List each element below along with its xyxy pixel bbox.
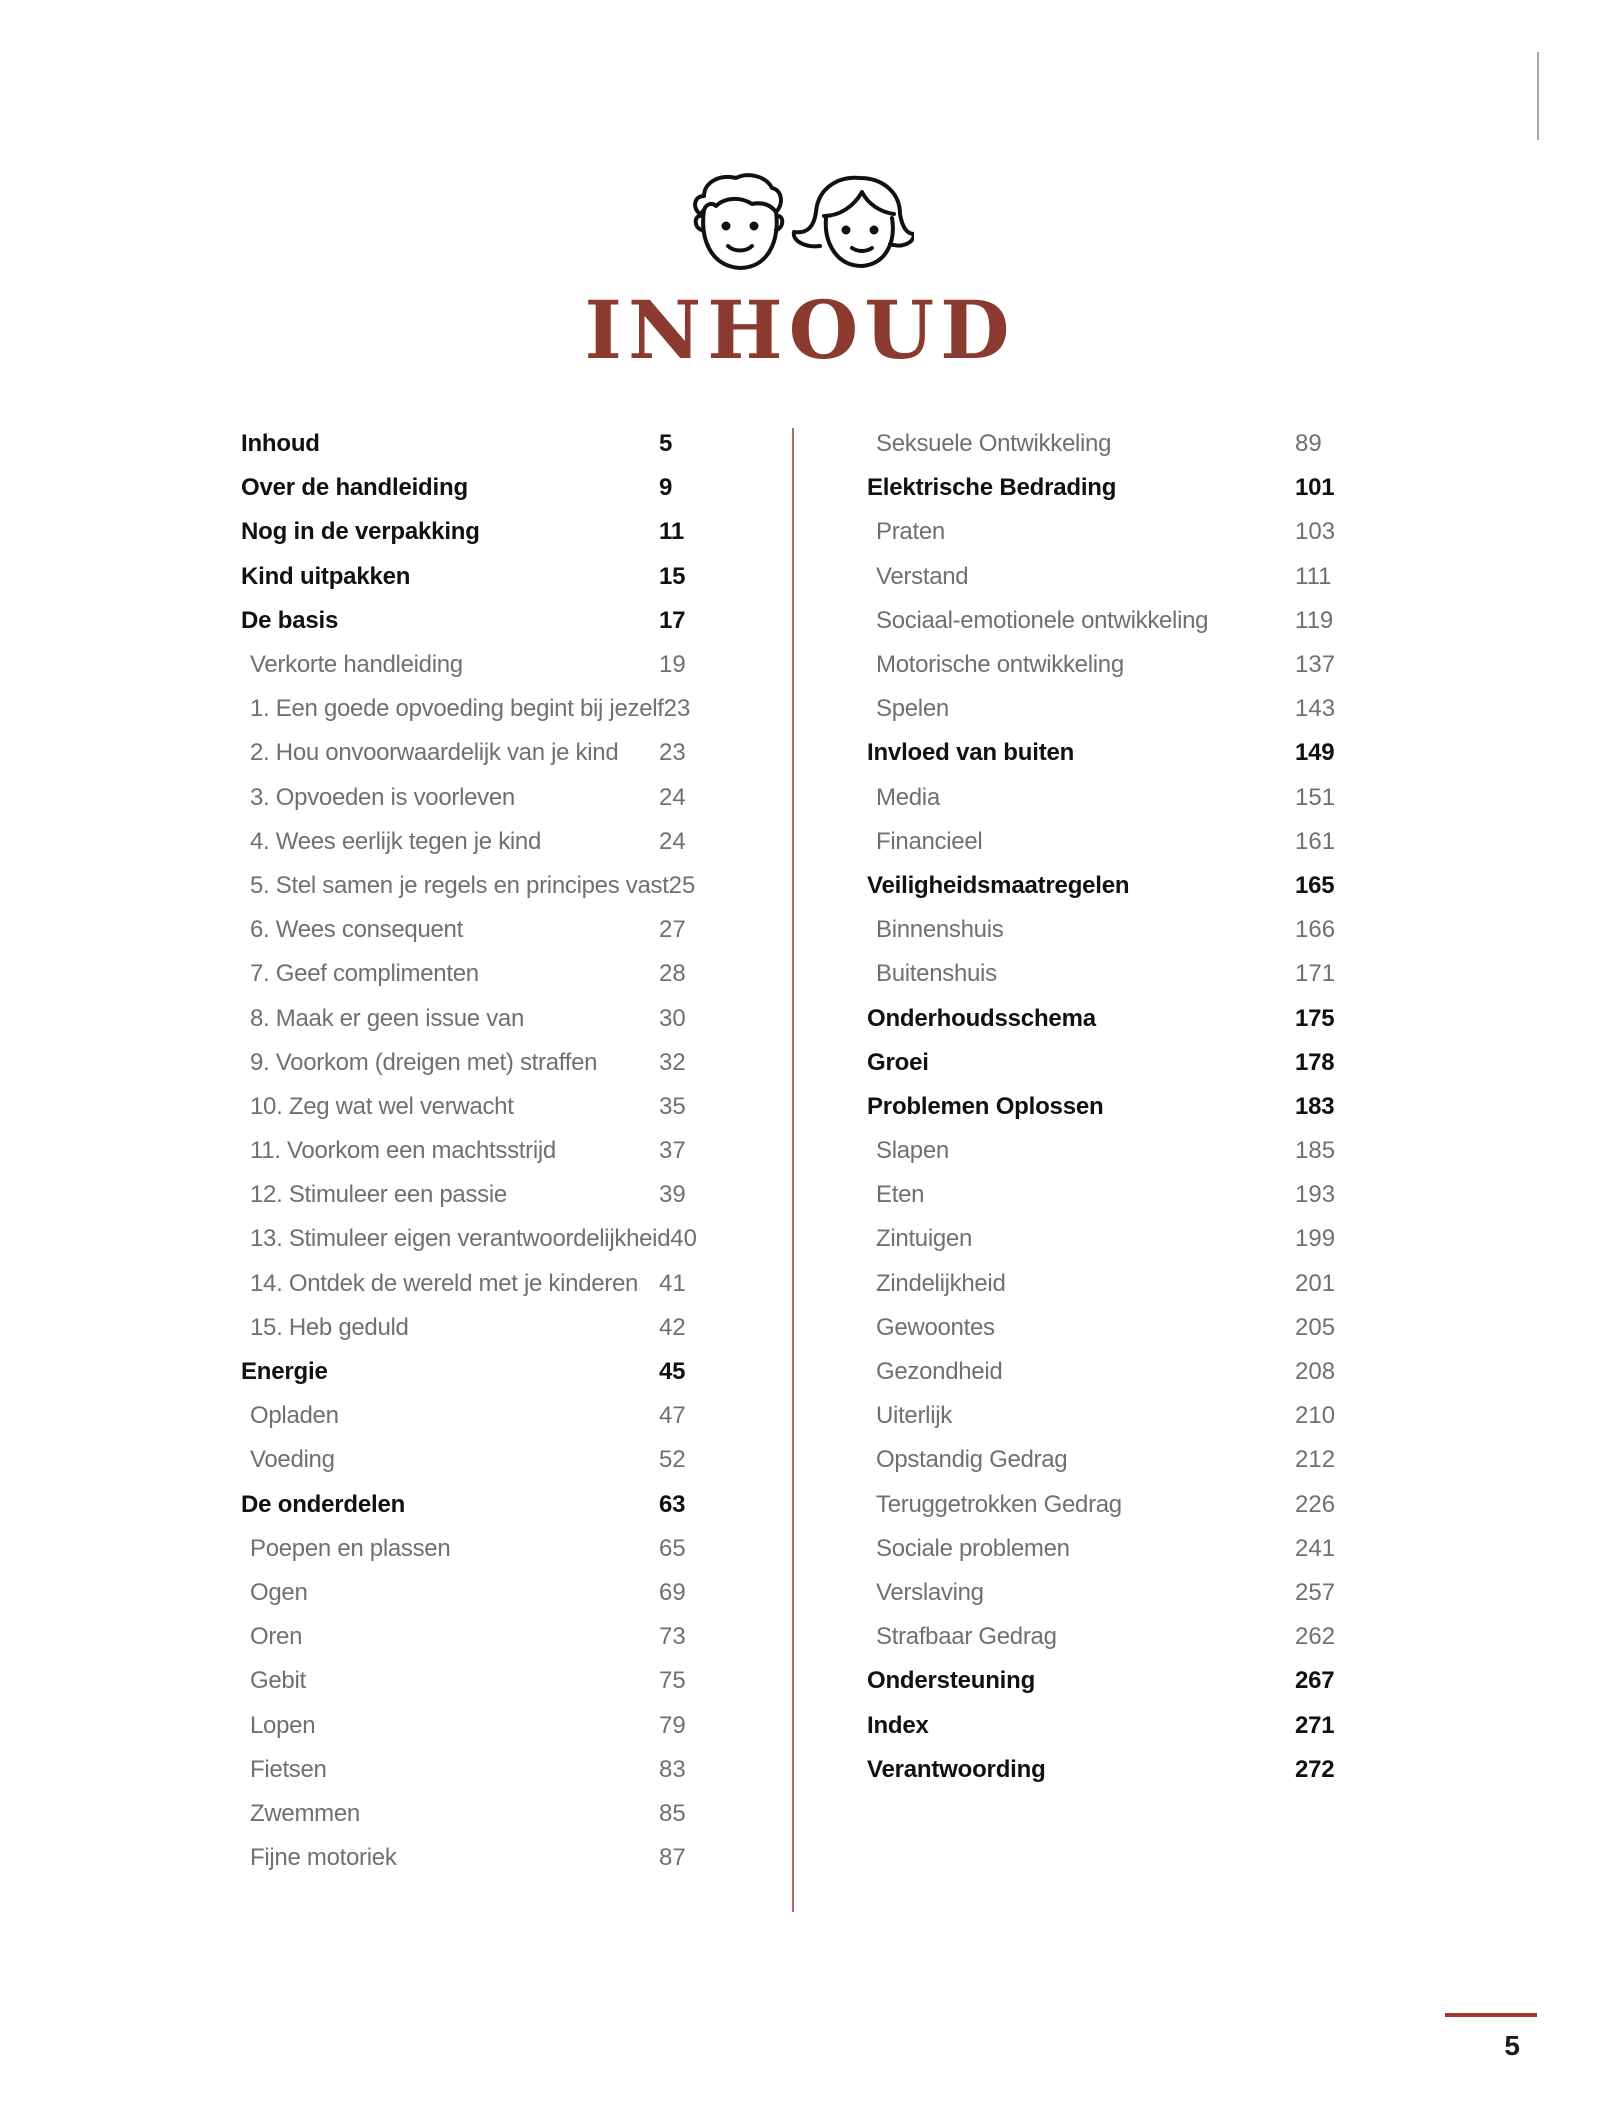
page-number: 5 bbox=[1504, 2030, 1520, 2061]
toc-section-entry bbox=[241, 864, 711, 908]
toc-entry-label: 8. Maak er geen issue van bbox=[250, 1004, 524, 1032]
toc-section-entry bbox=[241, 1748, 711, 1792]
toc-chapter-entry bbox=[241, 555, 711, 599]
toc-section-entry bbox=[867, 510, 1347, 554]
toc-entry-page: 65 bbox=[659, 1534, 686, 1562]
toc-section-entry bbox=[241, 1792, 711, 1836]
toc-entry-page: 23 bbox=[659, 739, 686, 767]
toc-entry-page: 199 bbox=[1295, 1225, 1336, 1253]
toc-entry-page: 165 bbox=[1295, 871, 1335, 899]
toc-entry-label: Zindelijkheid bbox=[876, 1269, 1006, 1297]
toc-entry-label: Fietsen bbox=[250, 1755, 327, 1783]
toc-entry-page: 39 bbox=[659, 1181, 686, 1209]
toc-entry-page: 79 bbox=[659, 1711, 686, 1739]
toc-section-entry bbox=[241, 1394, 711, 1438]
toc-entry-page: 5 bbox=[659, 430, 673, 458]
toc-entry-label: 9. Voorkom (dreigen met) straffen bbox=[250, 1048, 598, 1076]
toc-section-entry bbox=[241, 908, 711, 952]
toc-entry-label: 4. Wees eerlijk tegen je kind bbox=[250, 827, 542, 855]
toc-entry-page: 9 bbox=[659, 474, 673, 502]
toc-entry-label: Problemen Oplossen bbox=[867, 1092, 1104, 1120]
toc-chapter-entry bbox=[867, 864, 1347, 908]
toc-entry-label: De onderdelen bbox=[241, 1490, 406, 1518]
toc-section-entry bbox=[867, 422, 1347, 466]
toc-entry-label: Seksuele Ontwikkeling bbox=[876, 430, 1112, 458]
toc-section-entry bbox=[867, 1262, 1347, 1306]
toc-entry-page: 103 bbox=[1295, 518, 1336, 546]
toc-section-entry bbox=[867, 1483, 1347, 1527]
toc-entry-label: Zwemmen bbox=[250, 1799, 360, 1827]
toc-entry-label: Spelen bbox=[876, 695, 949, 723]
toc-section-entry bbox=[867, 1615, 1347, 1659]
toc-section-entry bbox=[867, 1394, 1347, 1438]
toc-chapter-entry bbox=[867, 1085, 1347, 1129]
toc-entry-label: Teruggetrokken Gedrag bbox=[876, 1490, 1122, 1518]
toc-section-entry bbox=[241, 1217, 711, 1261]
toc-section-entry bbox=[241, 1173, 711, 1217]
toc-chapter-entry bbox=[867, 731, 1347, 775]
toc-section-entry bbox=[241, 1041, 711, 1085]
toc-section-entry bbox=[241, 1085, 711, 1129]
toc-entry-label: Lopen bbox=[250, 1711, 316, 1739]
toc-entry-page: 267 bbox=[1295, 1667, 1335, 1695]
toc-entry-page: 40 bbox=[670, 1225, 697, 1253]
toc-section-entry bbox=[867, 952, 1347, 996]
toc-entry-page: 119 bbox=[1295, 606, 1334, 634]
toc-chapter-entry bbox=[867, 466, 1347, 510]
toc-section-entry bbox=[867, 1350, 1347, 1394]
toc-entry-page: 73 bbox=[659, 1623, 686, 1651]
toc-section-entry bbox=[867, 1129, 1347, 1173]
toc-entry-page: 23 bbox=[663, 695, 691, 723]
toc-entry-page: 19 bbox=[659, 651, 686, 679]
toc-section-entry bbox=[241, 1306, 711, 1350]
toc-section-entry bbox=[241, 1703, 711, 1747]
toc-section-entry bbox=[241, 643, 711, 687]
toc-entry-page: 208 bbox=[1295, 1358, 1336, 1386]
toc-section-entry bbox=[867, 555, 1347, 599]
toc-entry-page: 178 bbox=[1295, 1048, 1335, 1076]
toc-entry-label: 1. Een goede opvoeding begint bij jezelf bbox=[250, 695, 664, 723]
toc-entry-page: 175 bbox=[1295, 1004, 1335, 1032]
toc-entry-page: 151 bbox=[1295, 783, 1336, 811]
toc-entry-page: 262 bbox=[1295, 1623, 1336, 1651]
toc-entry-label: Oren bbox=[250, 1623, 303, 1651]
page-title: INHOUD bbox=[584, 283, 1016, 377]
toc-entry-label: Elektrische Bedrading bbox=[867, 474, 1117, 502]
toc-section-entry bbox=[241, 687, 711, 731]
toc-chapter-entry bbox=[867, 1703, 1347, 1747]
toc-section-entry bbox=[241, 952, 711, 996]
toc-entry-label: 6. Wees consequent bbox=[250, 916, 463, 944]
toc-entry-page: 63 bbox=[659, 1490, 686, 1518]
toc-entry-label: Groei bbox=[867, 1048, 929, 1076]
toc-left-column bbox=[241, 422, 711, 1880]
toc-entry-label: Fijne motoriek bbox=[250, 1844, 397, 1872]
toc-entry-page: 257 bbox=[1295, 1578, 1336, 1606]
toc-entry-label: Verstand bbox=[876, 562, 969, 590]
toc-entry-page: 143 bbox=[1295, 695, 1336, 723]
toc-entry-page: 193 bbox=[1295, 1181, 1336, 1209]
toc-section-entry bbox=[867, 908, 1347, 952]
toc-entry-page: 30 bbox=[659, 1004, 686, 1032]
corner-rule bbox=[1537, 52, 1539, 140]
toc-entry-page: 272 bbox=[1295, 1755, 1335, 1783]
toc-entry-page: 241 bbox=[1295, 1534, 1336, 1562]
toc-entry-label: Ondersteuning bbox=[867, 1667, 1036, 1695]
toc-entry-page: 185 bbox=[1295, 1137, 1336, 1165]
toc-entry-label: Poepen en plassen bbox=[250, 1534, 451, 1562]
toc-entry-label: 15. Heb geduld bbox=[250, 1313, 409, 1341]
toc-entry-page: 28 bbox=[659, 960, 686, 988]
toc-entry-label: Slapen bbox=[876, 1137, 949, 1165]
toc-entry-page: 161 bbox=[1295, 827, 1336, 855]
toc-entry-page: 271 bbox=[1295, 1711, 1335, 1739]
toc-entry-page: 83 bbox=[659, 1755, 686, 1783]
toc-entry-page: 25 bbox=[668, 871, 696, 899]
toc-section-entry bbox=[867, 1438, 1347, 1482]
toc-entry-page: 87 bbox=[659, 1844, 686, 1872]
toc-entry-page: 205 bbox=[1295, 1313, 1336, 1341]
toc-section-entry bbox=[241, 1615, 711, 1659]
toc-chapter-entry bbox=[867, 1041, 1347, 1085]
toc-entry-label: Verantwoording bbox=[867, 1755, 1046, 1783]
toc-entry-label: Verkorte handleiding bbox=[250, 651, 463, 679]
toc-section-entry bbox=[867, 820, 1347, 864]
toc-section-entry bbox=[241, 731, 711, 775]
toc-entry-label: Eten bbox=[876, 1181, 925, 1209]
toc-entry-label: Strafbaar Gedrag bbox=[876, 1623, 1057, 1651]
toc-section-entry bbox=[241, 1262, 711, 1306]
toc-chapter-entry bbox=[867, 1659, 1347, 1703]
toc-entry-label: Zintuigen bbox=[876, 1225, 973, 1253]
two-child-faces-icon bbox=[674, 168, 914, 276]
toc-entry-label: Buitenshuis bbox=[876, 960, 997, 988]
toc-entry-label: Verslaving bbox=[876, 1578, 984, 1606]
toc-section-entry bbox=[241, 1836, 711, 1880]
toc-entry-label: 12. Stimuleer een passie bbox=[250, 1181, 507, 1209]
toc-entry-label: Kind uitpakken bbox=[241, 562, 411, 590]
page-number-rule bbox=[1445, 2013, 1537, 2017]
toc-entry-page: 89 bbox=[1295, 430, 1322, 458]
toc-entry-page: 11 bbox=[659, 518, 684, 546]
toc-section-entry bbox=[867, 1571, 1347, 1615]
toc-section-entry bbox=[867, 643, 1347, 687]
toc-entry-page: 166 bbox=[1295, 916, 1336, 944]
toc-entry-page: 45 bbox=[659, 1358, 686, 1386]
toc-entry-label: Binnenshuis bbox=[876, 916, 1004, 944]
toc-entry-label: 7. Geef complimenten bbox=[250, 960, 479, 988]
toc-entry-label: Nog in de verpakking bbox=[241, 518, 480, 546]
toc-chapter-entry bbox=[241, 510, 711, 554]
toc-entry-label: 10. Zeg wat wel verwacht bbox=[250, 1092, 514, 1120]
toc-entry-page: 15 bbox=[659, 562, 686, 590]
toc-entry-page: 210 bbox=[1295, 1402, 1336, 1430]
toc-entry-label: Gewoontes bbox=[876, 1313, 995, 1341]
toc-chapter-entry bbox=[867, 1748, 1347, 1792]
toc-entry-page: 201 bbox=[1295, 1269, 1336, 1297]
toc-entry-page: 32 bbox=[659, 1048, 686, 1076]
toc-entry-page: 149 bbox=[1295, 739, 1335, 767]
toc-chapter-entry bbox=[867, 996, 1347, 1040]
toc-entry-label: Invloed van buiten bbox=[867, 739, 1075, 767]
toc-entry-label: Gebit bbox=[250, 1667, 306, 1695]
toc-entry-page: 183 bbox=[1295, 1092, 1335, 1120]
toc-entry-label: 13. Stimuleer eigen verantwoordelijkheid bbox=[250, 1225, 671, 1253]
toc-section-entry bbox=[241, 996, 711, 1040]
toc-entry-page: 111 bbox=[1295, 562, 1332, 590]
toc-entry-page: 17 bbox=[659, 606, 686, 634]
toc-entry-page: 35 bbox=[659, 1092, 686, 1120]
toc-entry-label: Praten bbox=[876, 518, 945, 546]
toc-entry-page: 42 bbox=[659, 1313, 686, 1341]
toc-entry-page: 24 bbox=[659, 827, 686, 855]
toc-entry-page: 171 bbox=[1295, 960, 1336, 988]
toc-entry-label: Index bbox=[867, 1711, 929, 1739]
toc-section-entry bbox=[867, 1306, 1347, 1350]
toc-entry-page: 75 bbox=[659, 1667, 686, 1695]
toc-entry-label: Onderhoudsschema bbox=[867, 1004, 1096, 1032]
toc-entry-label: Sociale problemen bbox=[876, 1534, 1070, 1562]
toc-section-entry bbox=[867, 1173, 1347, 1217]
toc-entry-label: Gezondheid bbox=[876, 1358, 1003, 1386]
toc-section-entry bbox=[867, 599, 1347, 643]
toc-entry-page: 212 bbox=[1295, 1446, 1336, 1474]
toc-entry-label: Sociaal-emotionele ontwikkeling bbox=[876, 606, 1209, 634]
toc-entry-label: Financieel bbox=[876, 827, 983, 855]
toc-entry-page: 37 bbox=[659, 1137, 686, 1165]
toc-entry-label: Inhoud bbox=[241, 430, 320, 458]
toc-entry-label: Over de handleiding bbox=[241, 474, 468, 502]
toc-entry-label: Motorische ontwikkeling bbox=[876, 651, 1124, 679]
toc-entry-page: 101 bbox=[1295, 474, 1335, 502]
toc-section-entry bbox=[241, 1571, 711, 1615]
toc-entry-label: Veiligheidsmaatregelen bbox=[867, 871, 1130, 899]
toc-entry-label: Energie bbox=[241, 1358, 328, 1386]
toc-entry-label: Media bbox=[876, 783, 940, 811]
toc-entry-page: 41 bbox=[659, 1269, 686, 1297]
toc-chapter-entry bbox=[241, 1483, 711, 1527]
toc-entry-page: 52 bbox=[659, 1446, 686, 1474]
toc-section-entry bbox=[241, 1438, 711, 1482]
toc-entry-page: 137 bbox=[1295, 651, 1336, 679]
toc-section-entry bbox=[867, 1527, 1347, 1571]
toc-chapter-entry bbox=[241, 599, 711, 643]
toc-entry-page: 226 bbox=[1295, 1490, 1336, 1518]
column-divider bbox=[792, 428, 794, 1912]
toc-entry-label: Voeding bbox=[250, 1446, 335, 1474]
toc-entry-label: De basis bbox=[241, 606, 339, 634]
toc-entry-label: Opladen bbox=[250, 1402, 339, 1430]
toc-entry-page: 47 bbox=[659, 1402, 686, 1430]
toc-section-entry bbox=[867, 1217, 1347, 1261]
toc-entry-label: 3. Opvoeden is voorleven bbox=[250, 783, 515, 811]
toc-section-entry bbox=[241, 1527, 711, 1571]
toc-chapter-entry bbox=[241, 1350, 711, 1394]
toc-section-entry bbox=[867, 776, 1347, 820]
toc-chapter-entry bbox=[241, 422, 711, 466]
toc-entry-label: Opstandig Gedrag bbox=[876, 1446, 1068, 1474]
toc-entry-label: 2. Hou onvoorwaardelijk van je kind bbox=[250, 739, 619, 767]
toc-section-entry bbox=[241, 1129, 711, 1173]
toc-section-entry bbox=[241, 1659, 711, 1703]
toc-section-entry bbox=[241, 820, 711, 864]
toc-entry-page: 69 bbox=[659, 1578, 686, 1606]
toc-section-entry bbox=[241, 776, 711, 820]
toc-entry-page: 27 bbox=[659, 916, 686, 944]
toc-entry-label: 5. Stel samen je regels en principes vast bbox=[250, 871, 669, 899]
toc-section-entry bbox=[867, 687, 1347, 731]
toc-entry-label: Ogen bbox=[250, 1578, 308, 1606]
toc-chapter-entry bbox=[241, 466, 711, 510]
toc-entry-label: 14. Ontdek de wereld met je kinderen bbox=[250, 1269, 639, 1297]
toc-entry-page: 85 bbox=[659, 1799, 686, 1827]
toc-entry-label: 11. Voorkom een machtsstrijd bbox=[250, 1137, 556, 1165]
toc-entry-label: Uiterlijk bbox=[876, 1402, 952, 1430]
toc-right-column bbox=[867, 422, 1347, 1792]
toc-entry-page: 24 bbox=[659, 783, 686, 811]
